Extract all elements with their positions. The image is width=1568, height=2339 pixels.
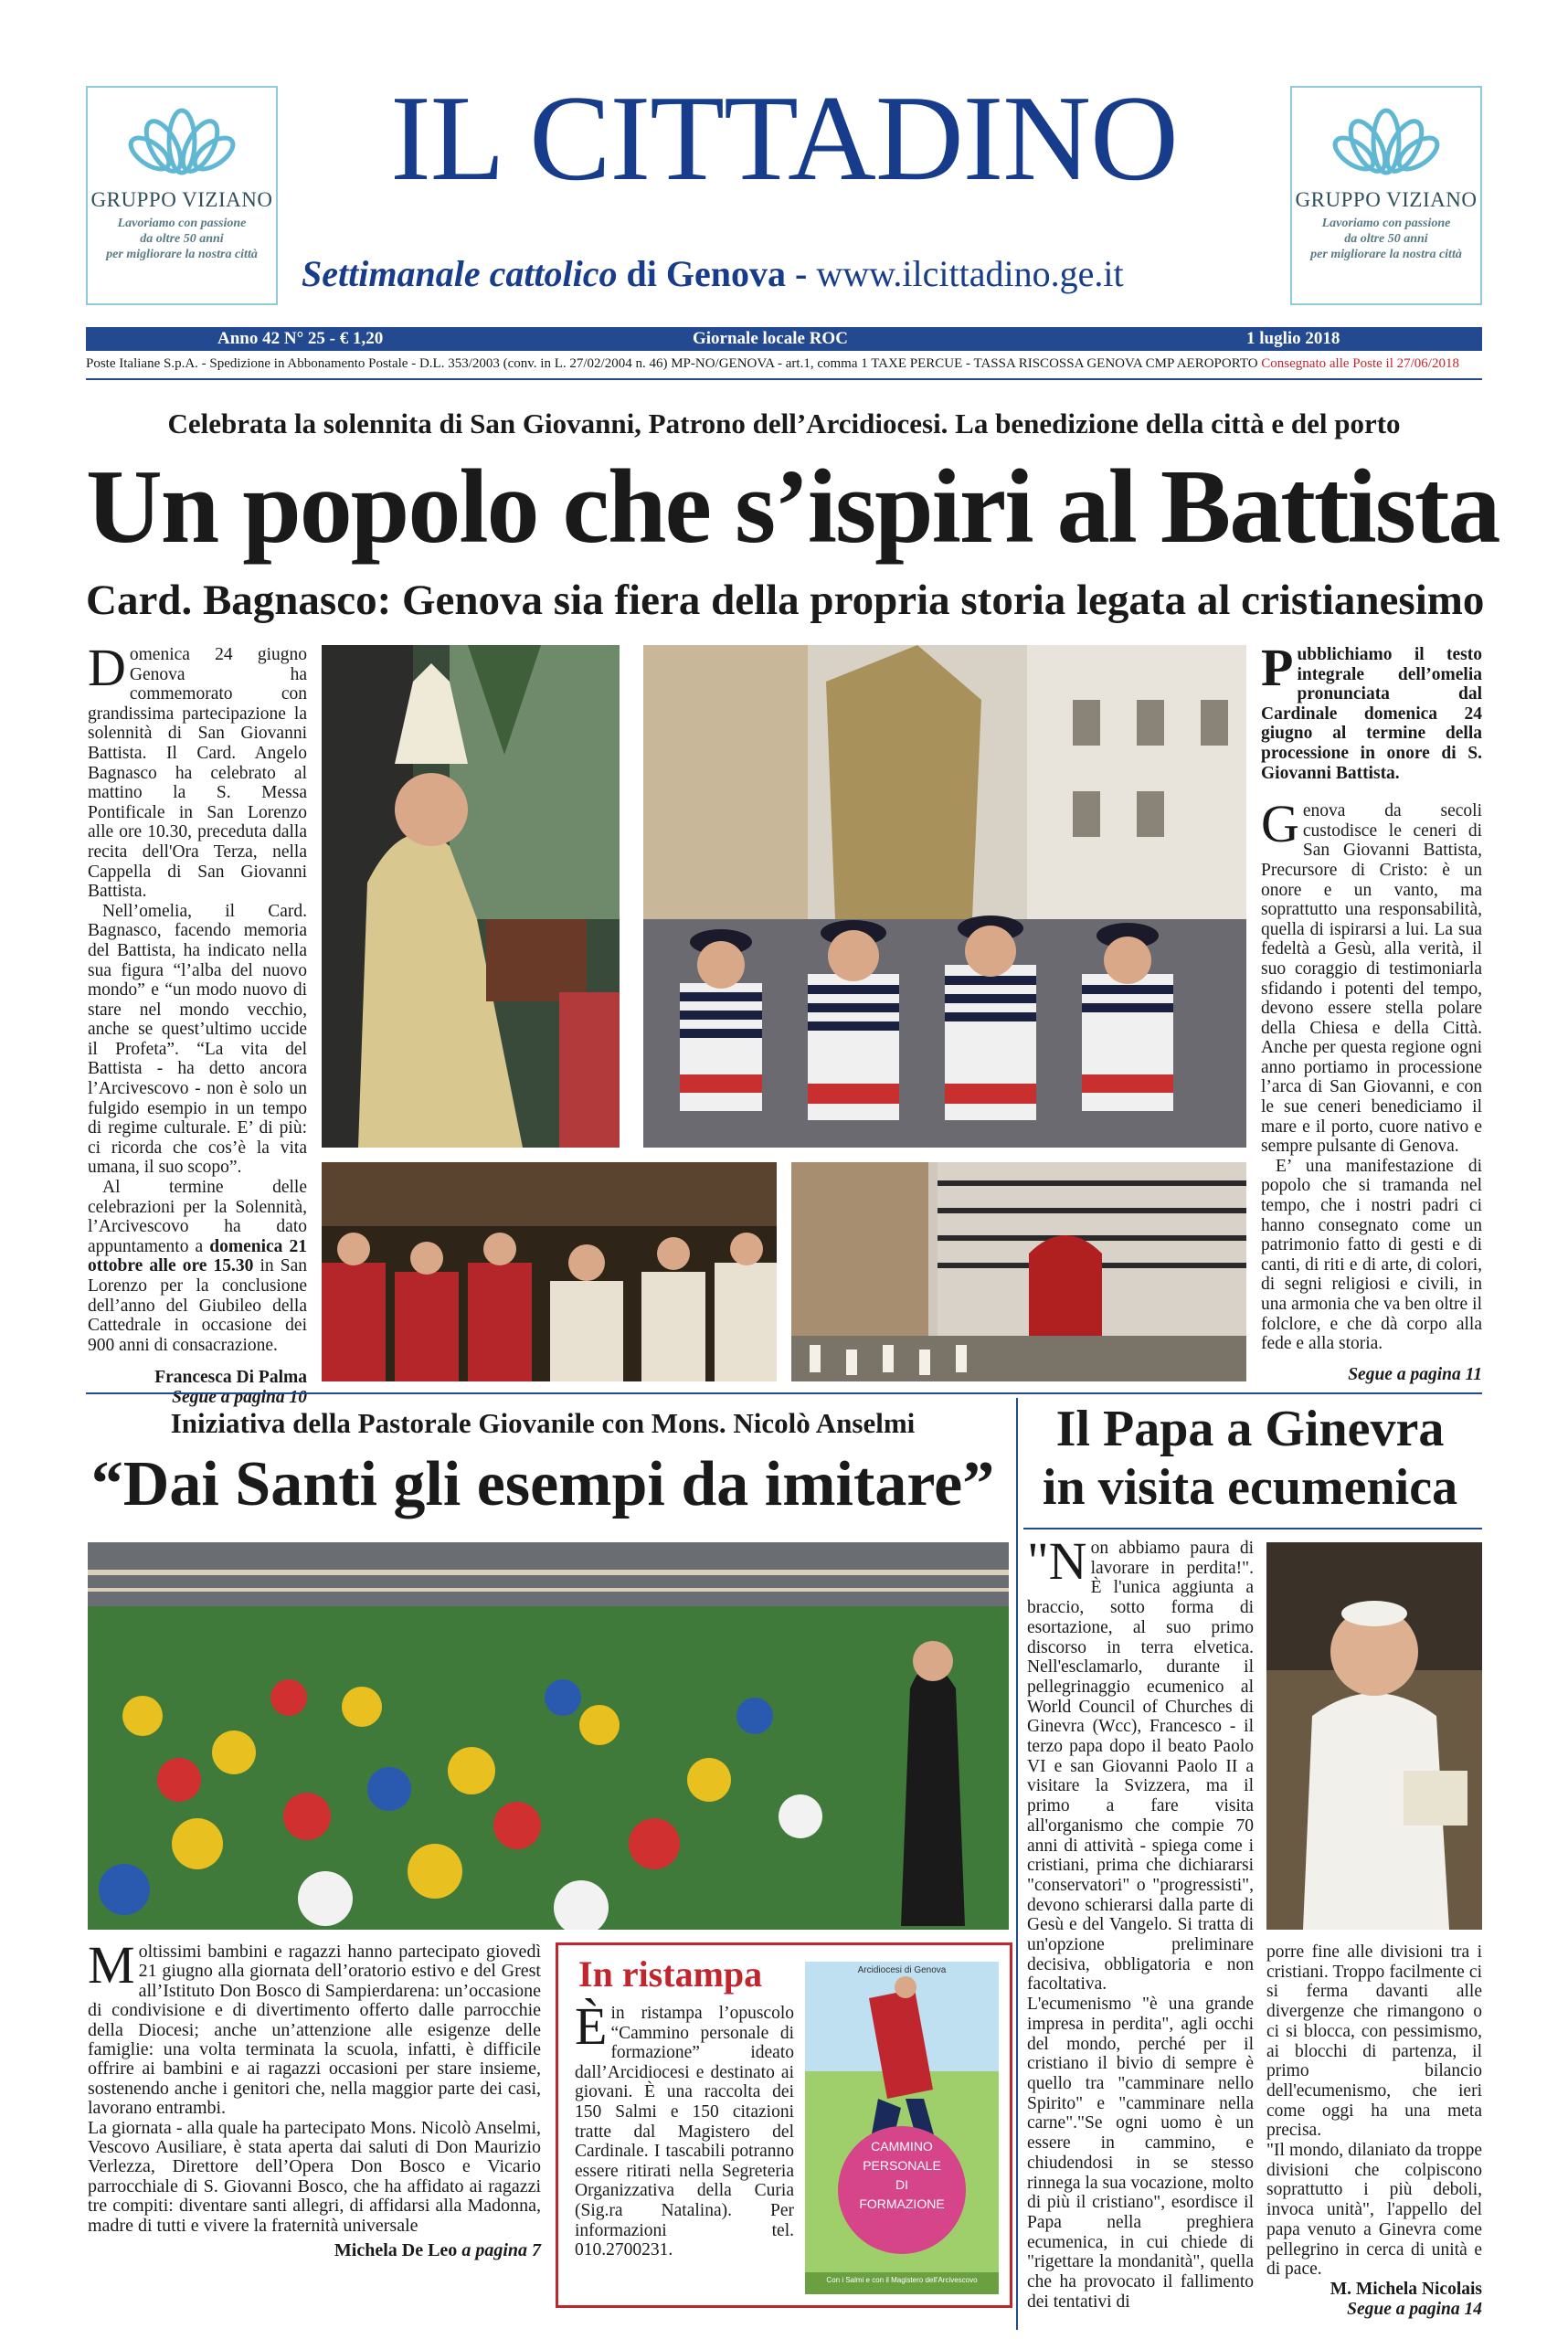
issue-band xyxy=(86,327,1482,351)
drop-cap: P xyxy=(1261,638,1294,697)
postal-line xyxy=(86,356,1482,372)
ristampa-text: in ristampa l’opuscolo “Cammino personale di formazione” ideato dall’Arcidiocesi e destinato ai giovani. È una raccolta dei 150 Salmi e 150 citazioni tratte dal Magistero del Cardinale. I tascabili potranno essere ritirati nella Segreteria Organizzativa della Curia (Sig.ra Natalina). Per informazioni tel. 010.2700231. xyxy=(575,2004,794,2260)
lead-right-p2: E’ una manifestazione di popolo che si tramanda nel tempo, che i nostri padri ci hanno consegnato come un patrimonio fatto di gesti e di canti, di riti e di arte, di colori, di segni religiosi e civili, in una armonia che va ben oltre il folclore, e che dà corpo alla fede e alla storia. xyxy=(1261,1156,1482,1354)
photo-clergy-seated xyxy=(322,1162,777,1381)
papa-headline[interactable]: Il Papa a Ginevra in visita ecumenica xyxy=(1042,1401,1458,1516)
lead-right-intro: ubblichiamo il testo integrale dell’omelia pronunciata dal Cardinale domenica 24 giugno al termine della processione in onore di S. Giovanni Battista. xyxy=(1261,645,1482,783)
ad-brand: GRUPPO VIZIANO xyxy=(90,188,273,211)
lead-author: Francesca Di Palma xyxy=(154,1368,307,1388)
divider xyxy=(86,1392,1482,1394)
lead-left-p3: Al termine delle celebrazioni per la Solennità, l’Arcivescovo ha dato appuntamento a domenica 21 ottobre alle ore 15.30 in San Lorenzo per la conclusione dell’anno del Giubileo della Cattedrale in occasione dei 900 anni di consacrazione. xyxy=(88,1178,307,1355)
column-divider xyxy=(1016,1398,1018,2330)
drop-cap: D xyxy=(88,638,126,697)
photo-cardinal xyxy=(322,645,620,1148)
book-bottom-text: Con i Salmi e con il Magistero dell'Arcivescovo xyxy=(826,2276,978,2284)
giovani-author-line[interactable]: Michela De Leo a pagina 7 xyxy=(334,2240,541,2261)
lead-right-p1: enova da secoli custodisce le ceneri di San Giovanni Battista, Precursore di Cristo: è un onore e un vanto, ma soprattutto una responsabilità, quella di ispirarsi a lui. La sua fedeltà a Gesù, alla verità, il suo coraggio di testimoniarla sfidando i potenti del tempo, devono essere stella polare della Chiesa e della Città. Anche per questa regione ogni anno portiamo in processione l’arca di San Giovanni, e con le sue ceneri benediciamo il mare e il porto, cuore nativo e sempre pulsante di Genova. xyxy=(1261,801,1482,1157)
papa-p4: "Il mondo, dilaniato da troppe divisioni che colpiscono soprattutto i più deboli, invoca unità", l'appello del papa venuto a Ginevra come pellegrino in cerca di unità e di pace. xyxy=(1266,2141,1482,2280)
lead-left-column xyxy=(88,638,307,1408)
divider xyxy=(86,378,1482,380)
giovani-p1: oltissimi bambini e ragazzi hanno partecipato giovedì 21 giugno alla giornata dell’oratorio estivo e del Grest all’Istituto Don Bosco di Sampierdarena: un’occasione di condivisione e di divertimento offerto dalle parrocchie della Diocesi; anche un’attenzione alle esigenze delle famiglie: una volta terminata la scuola, infatti, è difficile offrire ai bambini e ai ragazzi occasioni per stare insieme, sostenendo anche i genitori che, nella maggior parte dei casi, lavorano entrambi. xyxy=(88,1942,541,2119)
lead-right-continue-link[interactable]: Segue a pagina 11 xyxy=(1348,1364,1482,1384)
papa-column-1 xyxy=(1027,1531,1254,2312)
lotus-logo-icon xyxy=(122,101,241,183)
issue-number: Anno 42 N° 25 - € 1,20 xyxy=(217,329,384,348)
ristampa-text-block xyxy=(575,1996,794,2260)
lead-kicker: Celebrata la solennita di San Giovanni, Patrono dell’Arcidiocesi. La benedizione della città e del porto xyxy=(167,407,1401,439)
book-title: CAMMINO PERSONALE DI FORMAZIONE xyxy=(859,2139,945,2211)
masthead-title: IL CITTADINO xyxy=(390,70,1178,206)
giovani-article xyxy=(88,1935,541,2261)
masthead-tagline xyxy=(302,252,1124,295)
issue-date: 1 luglio 2018 xyxy=(1246,329,1340,348)
divider xyxy=(1023,1528,1482,1529)
lead-left-p2: Nell’omelia, il Card. Bagnasco, facendo memoria del Battista, ha indicato nella sua figura “l’alba del nuovo mondo” e “un modo nuovo di stare nel mondo vecchio, anche se quest’ultimo uccide il Profeta”. “La vita del Battista - ha detto ancora l’Arcivescovo - non è solo un fulgido esempio in un tempo di regime culturale. E’ di più: ci ricorda che cos’è la vita umana, il suo scopo”. xyxy=(88,901,307,1178)
photo-pope xyxy=(1266,1542,1482,1930)
papa-column-2 xyxy=(1266,1942,1482,2319)
drop-cap: È xyxy=(575,1996,608,2056)
giovani-headline[interactable]: “Dai Santi gli esempi da imitare” xyxy=(90,1449,995,1519)
book-cover-image xyxy=(805,1962,999,2294)
ristampa-box xyxy=(556,1942,1012,2308)
tagline-italic: Settimanale cattolico xyxy=(302,253,618,294)
giovani-p2: La giornata - alla quale ha partecipato Mons. Nicolò Anselmi, Vescovo Ausiliare, è stata aperta dai saluti di Don Maurizio Verlezza, Direttore dell’Opera Don Bosco e Vicario parrocchiale di S. Giovanni Bosco, che ha affidato ai ragazzi tre compiti: diventare santi allegri, di affidarsi alla Madonna, madre di tutti e vivere la fraternità universale xyxy=(88,2117,541,2236)
lead-right-column xyxy=(1261,638,1482,1384)
ad-brand: GRUPPO VIZIANO xyxy=(1295,188,1478,211)
postal-delivered: Consegnato alle Poste il 27/06/2018 xyxy=(1261,356,1459,371)
drop-cap: G xyxy=(1261,794,1299,854)
giovani-kicker: Iniziativa della Pastorale Giovanile con Mons. Nicolò Anselmi xyxy=(170,1407,916,1439)
photo-procession xyxy=(643,645,1246,1148)
lead-continue-link[interactable]: Segue a pagina 10 xyxy=(172,1387,307,1407)
ad-tagline: Lavoriamo con passione da oltre 50 anni per migliorare la nostra città xyxy=(1310,217,1462,261)
tagline-mid: di Genova - xyxy=(617,253,817,294)
website-link[interactable]: www.ilcittadino.ge.it xyxy=(816,253,1124,294)
ad-tagline: Lavoriamo con passione da oltre 50 anni per migliorare la nostra città xyxy=(106,217,258,261)
lead-left-p1: omenica 24 giugno Genova ha commemorato con grandissima partecipazione la solennità di San Giovanni Battista. Il Card. Angelo Bagnasco ha celebrato al mattino la S. Messa Pontificale in San Lorenzo alle ore 10.30, preceduta dalla recita dell'Ora Terza, nella Cappella di San Giovanni Battista. xyxy=(88,645,307,902)
ad-gruppo-viziano-left[interactable] xyxy=(86,86,278,305)
roc-label: Giornale locale ROC xyxy=(693,329,848,348)
photo-cathedral xyxy=(791,1162,1246,1381)
lotus-logo-icon xyxy=(1327,101,1446,183)
papa-author: M. Michela Nicolais xyxy=(1330,2279,1482,2299)
book-top-text: Arcidiocesi di Genova xyxy=(857,1965,947,1975)
drop-cap: "N xyxy=(1027,1531,1087,1591)
papa-p3: porre fine alle divisioni tra i cristiani. Troppo facilmente ci si ferma davanti alle divergenze che rimangono o ci si blocca, con pessimismo, ai blocchi di partenza, il primo bilancio dell'ecumenismo, che ieri come oggi ha una meta precisa. xyxy=(1266,1942,1482,2141)
papa-continue-link[interactable]: Segue a pagina 14 xyxy=(1347,2299,1482,2319)
lead-subhead: Card. Bagnasco: Genova sia fiera della propria storia legata al cristianesimo xyxy=(86,577,1485,624)
ristampa-title: In ristampa xyxy=(578,1953,763,1995)
ad-gruppo-viziano-right[interactable] xyxy=(1290,86,1482,305)
papa-p2: L'ecumenismo "è una grande impresa in perdita", agli occhi del mondo, perché per il cristiano il bivio di sempre è quello tra "camminare nello Spirito" e "camminare nella carne"."Se ogni uomo è un essere in cammino, e chiudendosi in se stesso rinnega la sua vocazione, molto di più il cristiano", esordisce il Papa nella preghiera ecumenica, in cui chiede di "rigettare la mondanità", quella che ha provocato il fallimento dei tentativi di xyxy=(1027,1995,1254,2312)
papa-p1: on abbiamo paura di lavorare in perdita!". È l'unica aggiunta a braccio, sotto forma di esortazione, al suo primo discorso in terra elvetica. Nell'esclamarlo, durante il pellegrinaggio ecumenico al World Council of Churches di Ginevra (Wcc), Francesco - il terzo papa dopo il beato Paolo VI e san Giovanni Paolo II a visitare la Svizzera, ma il primo a fare visita all'organismo che compie 70 anni di attività - spiega come i cristiani, prima che dichiararsi "conservatori" o "progressisti", devono schierarsi dalla parte di Gesù e del Vangelo. Si tratta di un'opzione preliminare decisiva, obbligatoria e non facoltativa. xyxy=(1027,1539,1254,1995)
drop-cap: M xyxy=(88,1935,135,1995)
photo-children-field xyxy=(88,1542,1009,1930)
postal-text: Poste Italiane S.p.A. - Spedizione in Abbonamento Postale - D.L. 353/2003 (conv. in L. 27/02/2004 n. 46) MP-NO/GENOVA - art.1, comma 1 TAXE PERCUE - TASSA RISCOSSA GENOVA CMP AEROPORTO xyxy=(86,356,1262,371)
lead-headline[interactable]: Un popolo che s’ispiri al Battista xyxy=(86,449,1499,566)
